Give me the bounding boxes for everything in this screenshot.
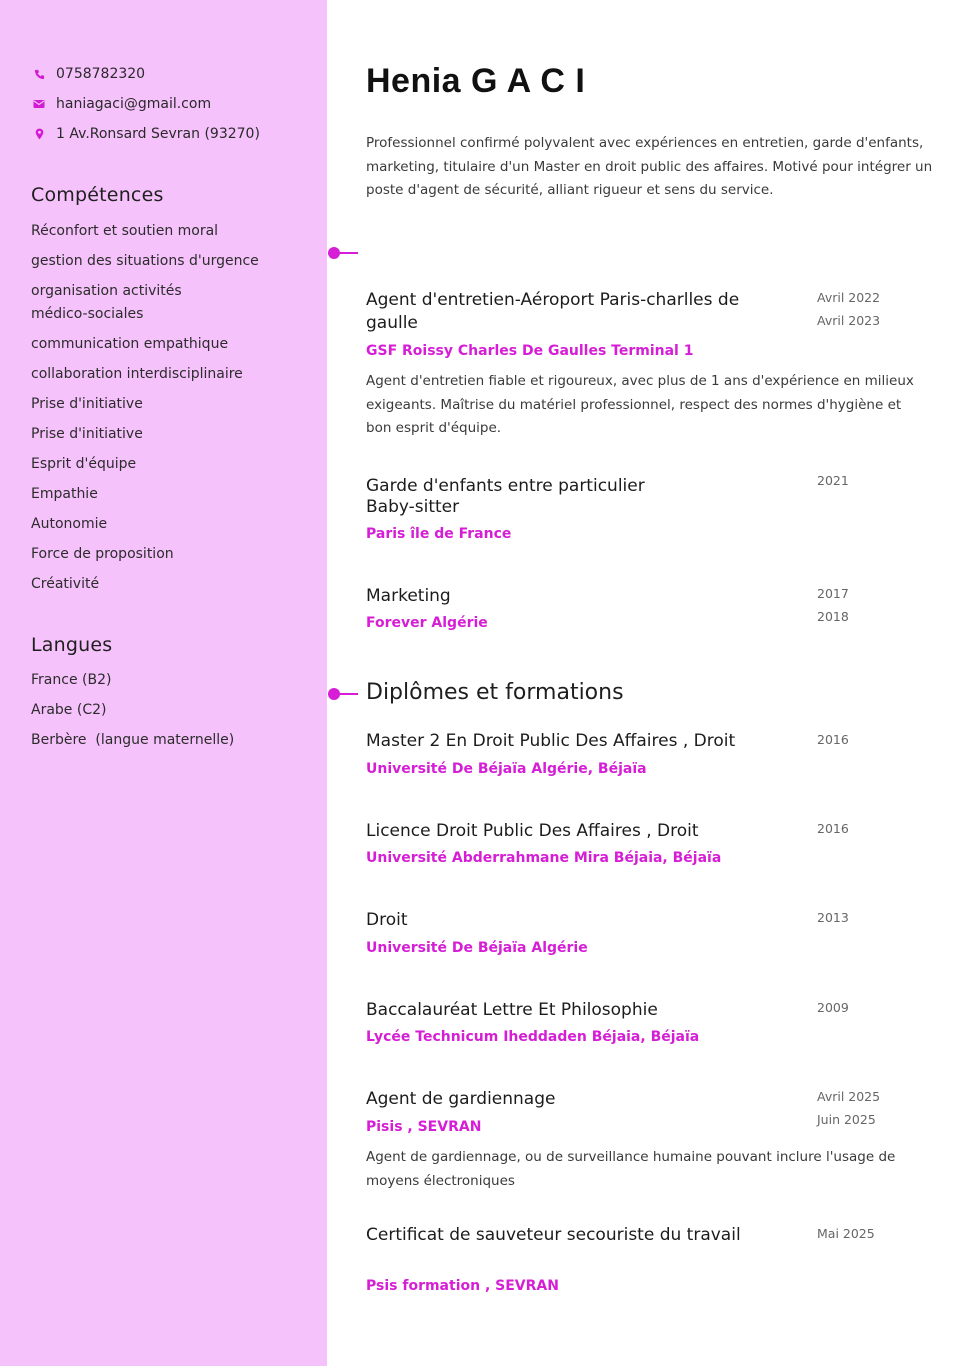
education-date: 2016	[817, 821, 849, 836]
candidate-name: Henia G A C I	[366, 62, 586, 100]
profile-summary: Professionnel confirmé polyvalent avec expériences en entretien, garde d'enfants, marketing, titulaire d'un Master en droit public des affaires. Motivé pour intégrer un poste d'agent de sécurité, alliant rigueur et sens du service.	[366, 135, 933, 198]
section-marker	[328, 687, 358, 701]
competence-item: Empathie	[31, 486, 98, 502]
education-date-start: Avril 2025	[817, 1089, 881, 1104]
education-title: Diplômes et formations	[366, 680, 624, 705]
phone-icon	[32, 67, 46, 81]
experience-date-end: 2018	[817, 609, 849, 624]
education-title-item: Licence Droit Public Des Affaires , Droit	[366, 821, 699, 841]
contact-address	[32, 126, 260, 142]
competence-item: Esprit d'équipe	[31, 456, 137, 472]
education-org: Université Abderrahmane Mira Béjaia, Béjaïa	[366, 850, 722, 866]
experience-title: Garde d'enfants entre particulier Baby-sitter	[366, 476, 645, 517]
mail-icon	[32, 97, 46, 111]
education-date: 2009	[817, 1000, 849, 1015]
education-description: Agent de gardiennage, ou de surveillance humaine pouvant inclure l'usage de moyens électroniques	[366, 1149, 896, 1189]
experience-date-end: Avril 2023	[817, 313, 881, 328]
competence-item: Prise d'initiative	[31, 396, 143, 412]
competence-item: communication empathique	[31, 336, 229, 352]
competence-item: organisation activités médico-sociales	[31, 283, 182, 322]
education-date: Mai 2025	[817, 1226, 875, 1241]
competence-item: Force de proposition	[31, 546, 174, 562]
competence-item: gestion des situations d'urgence	[31, 253, 259, 269]
education-date-end: Juin 2025	[817, 1112, 876, 1127]
sidebar	[0, 0, 327, 1366]
education-title-item: Agent de gardiennage	[366, 1089, 556, 1109]
experience-date-start: 2021	[817, 473, 849, 488]
email-text: haniagaci@gmail.com	[56, 96, 212, 112]
experience-title: Marketing	[366, 586, 451, 606]
education-title-item: Certificat de sauveteur secouriste du travail	[366, 1225, 741, 1245]
experience-org: Paris île de France	[366, 526, 512, 542]
contact-phone	[32, 66, 145, 82]
langue-item: Arabe (C2)	[31, 702, 107, 718]
education-title-item: Baccalauréat Lettre Et Philosophie	[366, 1000, 658, 1020]
experience-org: GSF Roissy Charles De Gaulles Terminal 1	[366, 343, 694, 359]
education-org: Université De Béjaïa Algérie, Béjaïa	[366, 761, 647, 777]
location-pin-icon	[32, 127, 46, 141]
phone-text: 0758782320	[56, 66, 146, 82]
section-marker	[328, 246, 358, 260]
competence-item: Créativité	[31, 576, 100, 592]
education-org: Pisis , SEVRAN	[366, 1119, 482, 1135]
education-date: 2016	[817, 732, 849, 747]
address-text: 1 Av.Ronsard Sevran (93270)	[56, 126, 260, 142]
education-org: Psis formation , SEVRAN	[366, 1278, 559, 1294]
experience-description: Agent d'entretien fiable et rigoureux, avec plus de 1 ans d'expérience en milieux exigeants. Maîtrise du matériel professionnel, respect des normes d'hygiène et bon esprit d'équipe.	[366, 373, 914, 436]
langue-item: Berbère (langue maternelle)	[31, 732, 235, 748]
langues-title: Langues	[31, 634, 113, 656]
competences-title: Compétences	[31, 184, 164, 206]
education-org: Université De Béjaïa Algérie	[366, 940, 588, 956]
experience-date-start: Avril 2022	[817, 290, 881, 305]
langue-item: France (B2)	[31, 672, 112, 688]
education-title-item: Droit	[366, 910, 408, 930]
competence-item: Autonomie	[31, 516, 108, 532]
competence-item: Prise d'initiative	[31, 426, 143, 442]
experience-date-start: 2017	[817, 586, 849, 601]
experience-title: Agent d'entretien-Aéroport Paris-charlles de gaulle	[366, 290, 740, 333]
competence-item: collaboration interdisciplinaire	[31, 366, 243, 382]
education-date: 2013	[817, 910, 849, 925]
competence-item: Réconfort et soutien moral	[31, 223, 219, 239]
education-org: Lycée Technicum Iheddaden Béjaia, Béjaïa	[366, 1029, 700, 1045]
contact-email	[32, 96, 211, 112]
experience-org: Forever Algérie	[366, 615, 488, 631]
education-title-item: Master 2 En Droit Public Des Affaires , Droit	[366, 731, 736, 751]
